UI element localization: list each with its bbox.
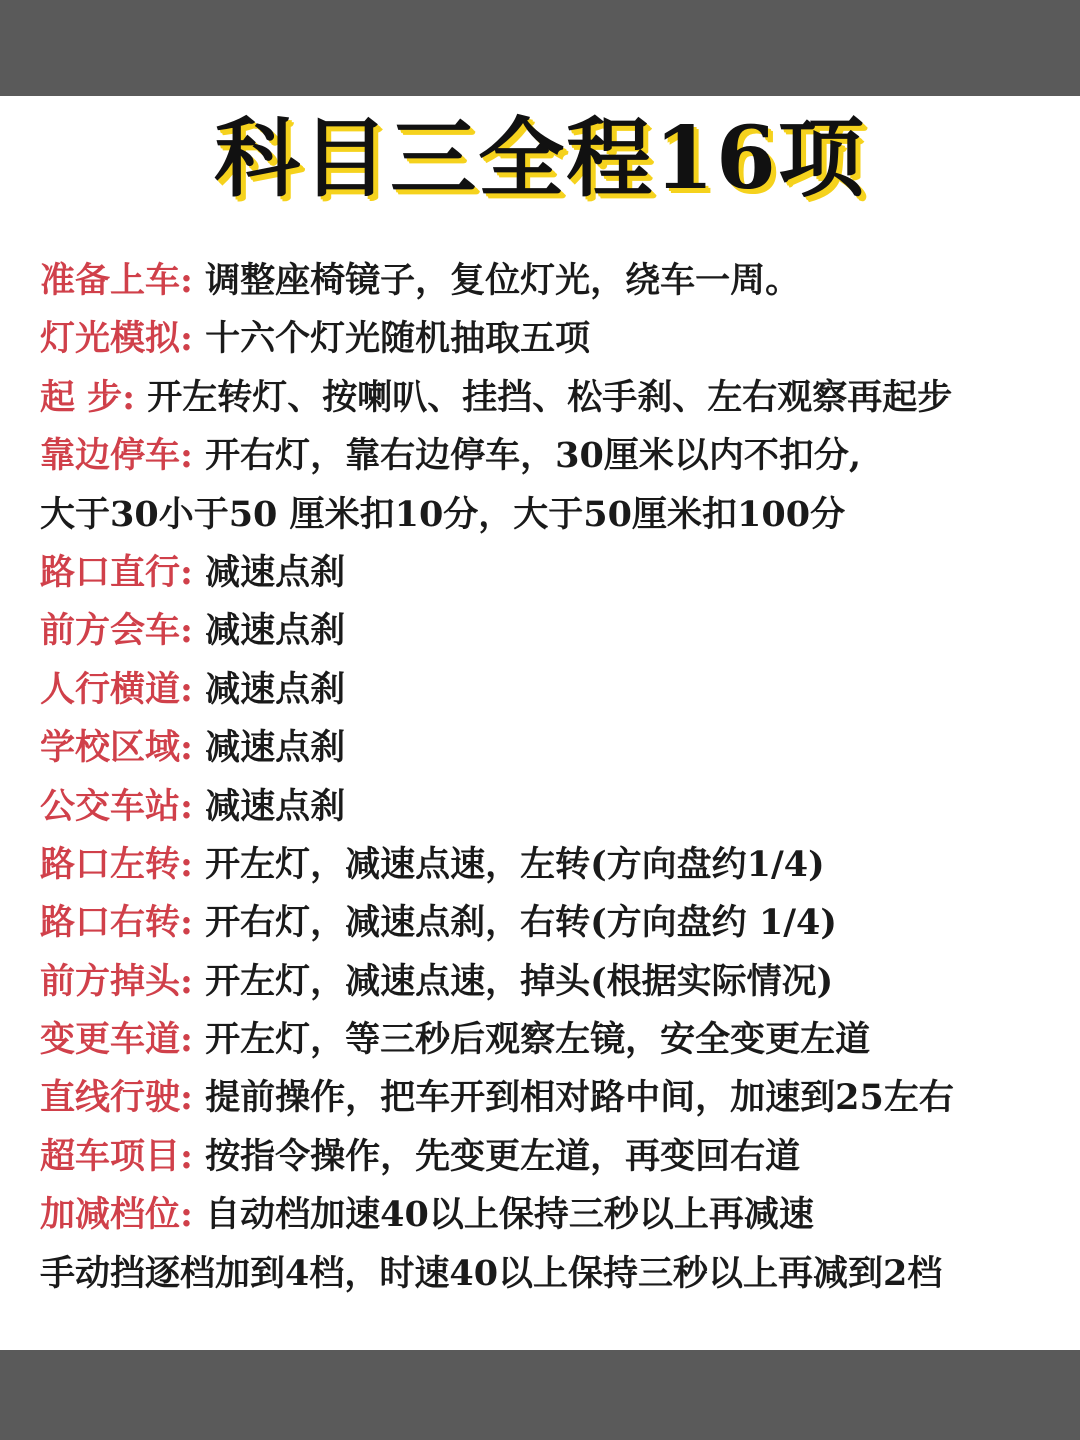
list-item — [40, 1186, 1050, 1244]
item-label: 变更车道: — [40, 1019, 193, 1061]
page-title: 科目三全程16项 — [214, 108, 866, 209]
list-item — [40, 1011, 1050, 1069]
item-label: 路口左转: — [40, 843, 193, 885]
item-label: 超车项目: — [40, 1135, 193, 1177]
item-label: 前方会车: — [40, 610, 193, 652]
item-label: 人行横道: — [40, 668, 193, 710]
item-text: 提前操作，把车开到相对路中间，加速到25左右 — [205, 1077, 954, 1119]
list-item — [40, 602, 1050, 660]
list-item — [40, 369, 1050, 427]
item-label: 灯光模拟: — [40, 318, 193, 360]
item-text: 减速点刹 — [205, 727, 346, 769]
bottom-frame-band — [0, 1350, 1080, 1440]
item-text: 开左灯，减速点速，掉头(根据实际情况) — [205, 960, 834, 1002]
item-text: 开右灯，靠右边停车，30厘米以内不扣分, — [205, 435, 862, 477]
item-label: 起 步: — [40, 376, 136, 418]
list-item — [40, 1069, 1050, 1127]
item-text: 开左转灯、按喇叭、挂挡、松手刹、左右观察再起步 — [147, 376, 953, 418]
list-item — [40, 894, 1050, 952]
item-text: 减速点刹 — [205, 668, 346, 710]
item-label: 路口直行: — [40, 551, 193, 593]
list-item — [40, 544, 1050, 602]
item-text: 减速点刹 — [205, 610, 346, 652]
list-item — [40, 427, 1050, 485]
item-text: 开右灯，减速点刹，右转(方向盘约 1/4) — [205, 902, 837, 944]
item-text: 开左灯，等三秒后观察左镜，安全变更左道 — [205, 1019, 871, 1061]
item-text: 调整座椅镜子，复位灯光，绕车一周。 — [205, 260, 801, 301]
list-item — [40, 1128, 1050, 1186]
item-label: 靠边停车: — [40, 435, 193, 477]
list-item-continuation — [40, 486, 1050, 544]
list-item — [40, 252, 1050, 310]
list-item — [40, 310, 1050, 368]
item-text: 手动挡逐档加到4档，时速40以上保持三秒以上再减到2档 — [40, 1252, 943, 1294]
list-item — [40, 719, 1050, 777]
item-label: 准备上车: — [40, 260, 193, 301]
item-label: 学校区域: — [40, 727, 193, 769]
list-item — [40, 953, 1050, 1011]
item-label: 加减档位: — [40, 1194, 193, 1236]
list-item-continuation — [40, 1245, 1050, 1303]
item-list — [40, 252, 1050, 1303]
item-text: 减速点刹 — [205, 551, 346, 593]
list-item — [40, 778, 1050, 836]
item-label: 直线行驶: — [40, 1077, 193, 1119]
list-item — [40, 661, 1050, 719]
top-frame-band — [0, 0, 1080, 96]
item-label: 前方掉头: — [40, 960, 193, 1002]
item-text: 大于30小于50 厘米扣10分，大于50厘米扣100分 — [40, 493, 846, 535]
item-label: 公交车站: — [40, 785, 193, 827]
item-text: 开左灯，减速点速，左转(方向盘约1/4) — [205, 843, 825, 885]
item-text: 自动档加速40以上保持三秒以上再减速 — [205, 1194, 814, 1236]
item-label: 路口右转: — [40, 902, 193, 944]
item-text: 按指令操作，先变更左道，再变回右道 — [205, 1135, 801, 1177]
list-item — [40, 836, 1050, 894]
item-text: 减速点刹 — [205, 785, 346, 827]
item-text: 十六个灯光随机抽取五项 — [205, 318, 591, 360]
